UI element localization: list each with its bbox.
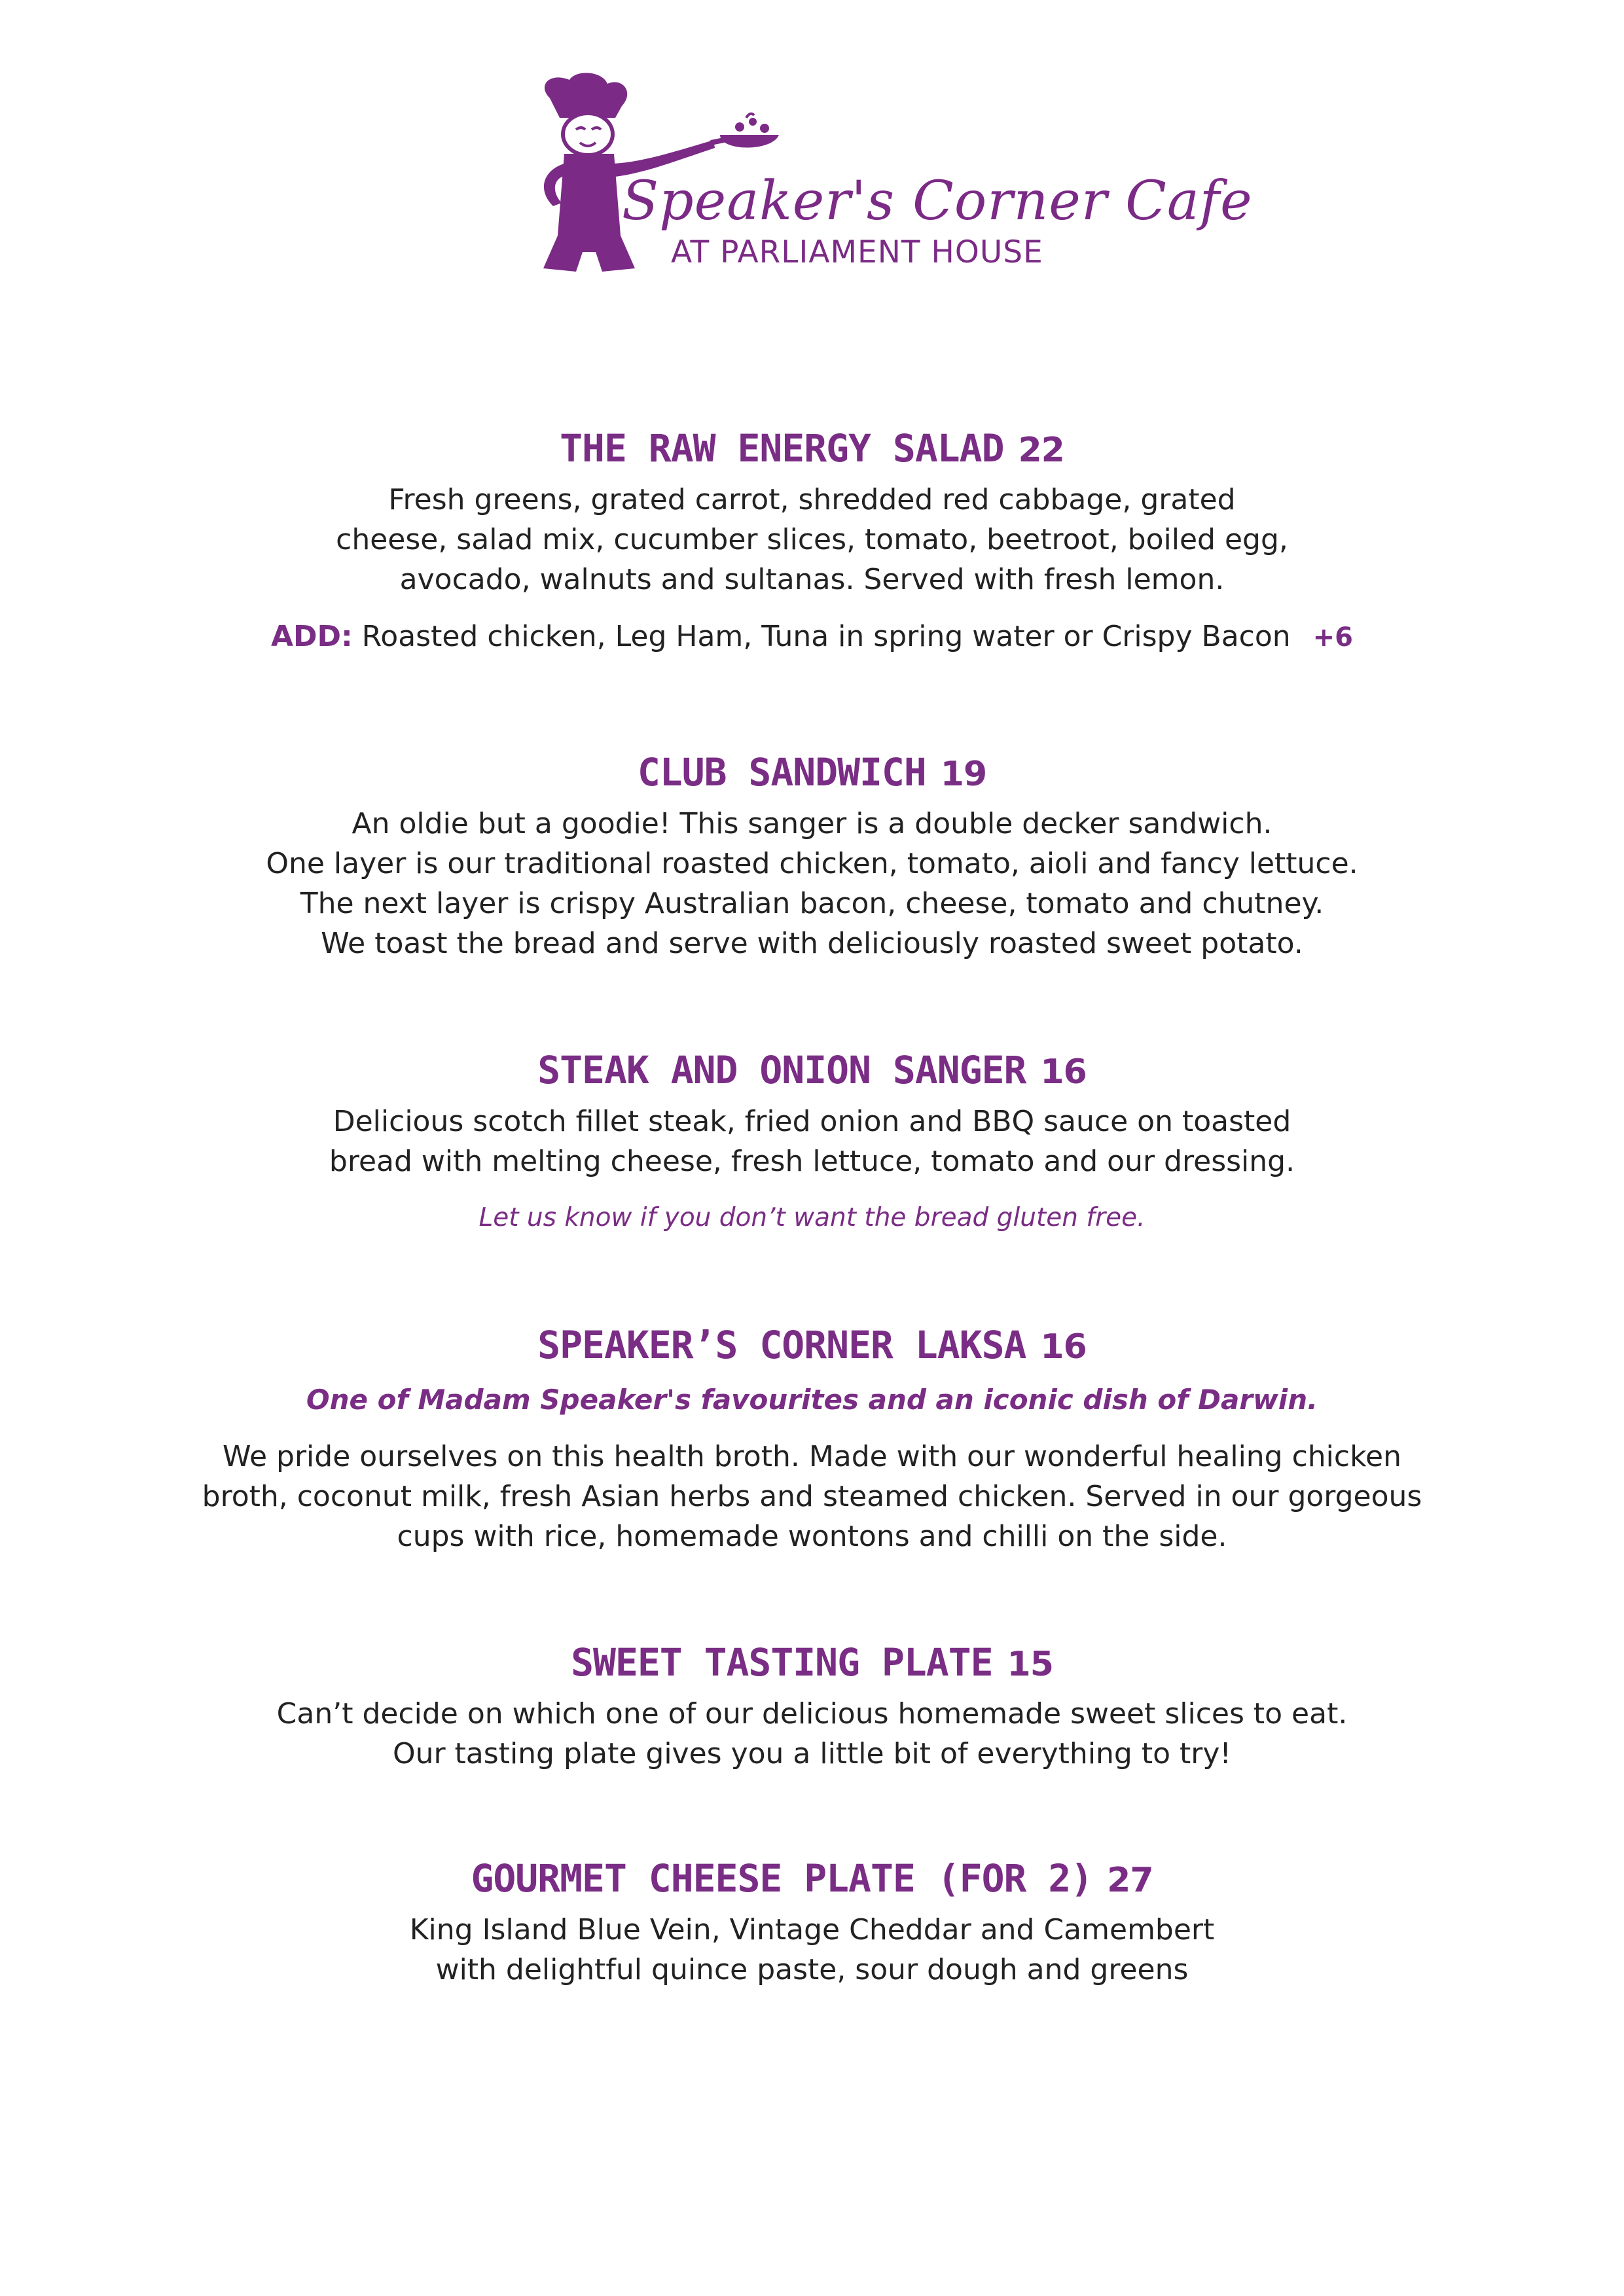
item-description — [0, 1910, 1624, 1990]
item-description — [0, 1102, 1624, 1181]
item-price: 16 — [1040, 1327, 1087, 1367]
description-line: broth, coconut milk, fresh Asian herbs and steamed chicken. Served in our gorgeous — [202, 1480, 1422, 1513]
item-title — [0, 1316, 1624, 1376]
description-line: We toast the bread and serve with deliciously roasted sweet potato. — [321, 927, 1303, 960]
item-title — [0, 1849, 1624, 1910]
item-name: THE RAW ENERGY SALAD — [560, 426, 1004, 471]
cafe-logo — [524, 72, 1253, 295]
item-name: SPEAKER’S CORNER LAKSA — [537, 1323, 1026, 1367]
description-line: cheese, salad mix, cucumber slices, tomato, beetroot, boiled egg, — [336, 523, 1288, 556]
cafe-subtitle: AT PARLIAMENT HOUSE — [671, 234, 1043, 270]
description-line: bread with melting cheese, fresh lettuce, tomato and our dressing. — [329, 1145, 1295, 1178]
menu-item-laksa — [0, 1316, 1624, 1556]
item-description — [0, 804, 1624, 963]
description-line: avocado, walnuts and sultanas. Served with fresh lemon. — [399, 563, 1225, 596]
menu-item-steak-and-onion-sanger — [0, 1041, 1624, 1236]
description-line: The next layer is crispy Australian bacon, cheese, tomato and chutney. — [300, 887, 1324, 920]
menu-item-sweet-tasting-plate — [0, 1633, 1624, 1774]
menu-item-gourmet-cheese-plate — [0, 1849, 1624, 1990]
item-price: 19 — [940, 755, 987, 794]
item-description — [0, 1437, 1624, 1556]
item-price: 15 — [1007, 1645, 1053, 1684]
item-name: CLUB SANDWICH — [637, 750, 926, 795]
item-title — [0, 419, 1624, 480]
item-price: 22 — [1018, 431, 1064, 470]
item-title — [0, 743, 1624, 804]
item-description — [0, 1694, 1624, 1774]
item-name: STEAK AND ONION SANGER — [537, 1048, 1026, 1092]
description-line: Our tasting plate gives you a little bit of everything to try! — [392, 1737, 1232, 1770]
description-line: King Island Blue Vein, Vintage Cheddar and Camembert — [409, 1913, 1215, 1946]
add-text: Roasted chicken, Leg Ham, Tuna in spring water or Crispy Bacon — [361, 620, 1291, 653]
menu-item-raw-energy-salad — [0, 419, 1624, 658]
description-line: Delicious scotch fillet steak, fried onion and BBQ sauce on toasted — [333, 1105, 1291, 1138]
description-line: with delightful quince paste, sour dough and greens — [435, 1953, 1189, 1986]
item-name: GOURMET CHEESE PLATE (FOR 2) — [471, 1856, 1093, 1901]
item-description — [0, 480, 1624, 600]
add-price: +6 — [1312, 622, 1354, 653]
add-label: ADD: — [270, 620, 353, 653]
description-line: An oldie but a goodie! This sanger is a double decker sandwich. — [352, 807, 1272, 840]
description-line: Can’t decide on which one of our delicious homemade sweet slices to eat. — [276, 1697, 1348, 1731]
item-price: 27 — [1107, 1861, 1153, 1900]
cafe-name: Speaker's Corner Cafe — [622, 170, 1253, 232]
description-line: We pride ourselves on this health broth. Made with our wonderful healing chicken — [223, 1440, 1401, 1473]
item-tagline: One of Madam Speaker's favourites and an iconic dish of Darwin. — [306, 1384, 1318, 1416]
item-price: 16 — [1040, 1052, 1087, 1092]
description-line: Fresh greens, grated carrot, shredded red cabbage, grated — [388, 483, 1236, 516]
description-line: One layer is our traditional roasted chicken, tomato, aioli and fancy lettuce. — [266, 847, 1358, 880]
menu-item-club-sandwich — [0, 743, 1624, 963]
item-name: SWEET TASTING PLATE — [571, 1640, 993, 1685]
item-note: Let us know if you don’t want the bread gluten free. — [478, 1203, 1146, 1232]
item-title — [0, 1633, 1624, 1694]
description-line: cups with rice, homemade wontons and chilli on the side. — [397, 1520, 1227, 1553]
item-title — [0, 1041, 1624, 1102]
add-on-line — [0, 617, 1624, 658]
